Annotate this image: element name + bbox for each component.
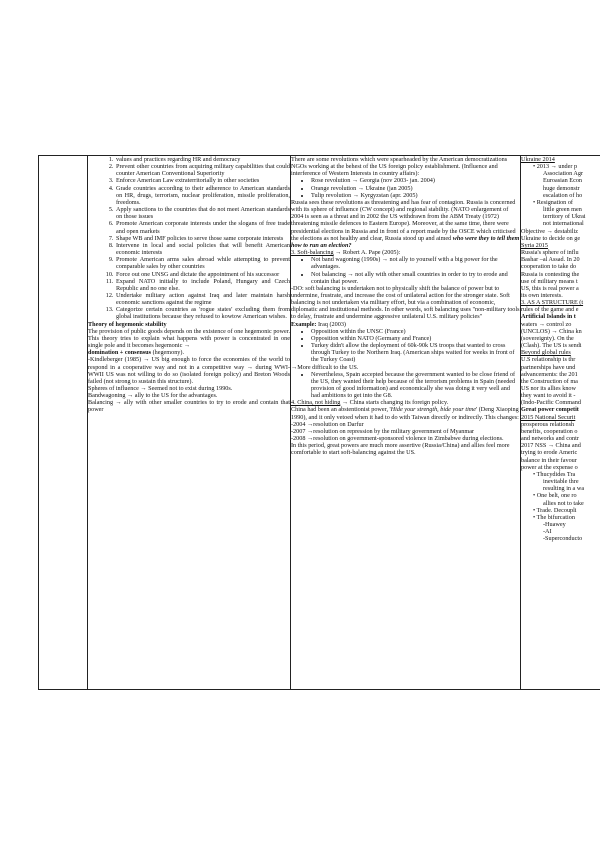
china-italic: Hide your strength, bide your time <box>390 406 477 414</box>
paragraph-intro: There are some revolutions which were spearheaded by the American democratizations NGOs working at the behest of the US foreign policy establishment. (Influence and interference of Western Interests in country affairs): <box>291 156 508 178</box>
text-line: rules of the game and e <box>521 306 579 314</box>
hegemonic-text: The provision of public goods depends on the existence of one hegemonic power. This theory tries to explain what happens with power is concentrated in one single pole and it becomes hegemonic → <box>88 327 290 350</box>
text-line: partnerships have und <box>521 363 576 371</box>
list-item: 7. Shape WB and IMF policies to serve those same corporate interests <box>115 235 290 242</box>
china-text-b: ' (Deng Xiaoping 1990), and it only vetoed when it had to do with Taiwan directly or indirectly. This changes: <box>291 406 519 421</box>
list-item: • Opposition within NATO (Germany and France) <box>311 335 520 342</box>
china-rest: → China starts changing its foreign policy. <box>340 399 449 407</box>
text-line: 2017 NSS → China and <box>521 442 581 450</box>
spain-list <box>291 371 520 400</box>
resolutions-list <box>291 421 520 442</box>
paragraph-example <box>291 321 520 328</box>
paragraph-closing: In this period, great powers are much more assertive (Russia/China) and allies feel more comfortable to start soft-balancing against the US. <box>291 442 510 457</box>
text-line: huge demonstr <box>543 184 580 192</box>
china-heading: 4. China, not hiding <box>291 399 341 407</box>
soft-balancing-list <box>291 256 520 285</box>
list-item: 9. Promote American arms sales abroad while attempting to prevent comparable sales by other countries <box>115 256 290 270</box>
paragraph-do: -DO: soft balancing is undertaken not to physically shift the balance of power but to undermine, frustrate, and increase the cost of unilateral action for the stronger state. Soft balancing is not undertaken via military effort, but via a combination of economic, diplomatic and institutional methods. In other words, soft balancing uses "non-military tools to delay, frustrate and undermine aggressive unilateral U.S. military policies" <box>291 284 520 321</box>
text-line: Ukraine to decide on ge <box>521 234 581 242</box>
text-line: inevitable thre <box>543 478 579 486</box>
text-line: (UNCLOS) → China kn <box>521 327 582 335</box>
text-line: -AI <box>543 528 552 536</box>
text-line: -Huawey <box>543 520 566 528</box>
example-value: Iraq (2003) <box>316 320 346 328</box>
text-line: Ukraine 2014 <box>521 156 555 163</box>
list-item: • Not band wagoning (1990s) → not ally to yourself with a big power for the advantages. <box>311 256 520 270</box>
paragraph-russia <box>291 199 520 249</box>
text-line: • Resignation of <box>533 198 573 206</box>
list-item: • Not balancing → not ally with other small countries in order to try to erode and contain that power. <box>311 271 520 285</box>
notes-table <box>38 155 600 690</box>
text-line: (sovereignty). On the <box>521 334 574 342</box>
text-line: (Indo-Pacific Command <box>521 399 581 407</box>
cell-ukraine-china <box>521 156 600 690</box>
list-item: • Orange revolution → Ukraine (jan 2005) <box>311 185 520 192</box>
text-line: and networks and contr <box>521 435 579 443</box>
paragraph-kindleberger: -Kindleberger (1985) → US big enough to force the economies of the world to respond in a cooperative way and not in a competitive way → during WWI-WWII US was not willing to do so (isolated foreign policy) and Breton Woods failed (not strong to sustain this structure). <box>88 356 290 385</box>
text-line: US, this is real power a <box>521 284 579 292</box>
list-item: • Opposition within the UNSC (France) <box>311 328 520 335</box>
table-row <box>39 156 600 690</box>
example-label: Example: <box>291 320 317 328</box>
text-line: Association Agr <box>543 170 584 178</box>
text-line: • Thucydides Tra <box>533 470 576 478</box>
text-line: they want to avoid it - <box>521 392 576 400</box>
text-line: use of military means t <box>521 277 578 285</box>
text-line: US nor its allies know <box>521 385 576 392</box>
list-item: -2007 →resolution on repression by the military government of Myanmar <box>291 427 475 435</box>
empty-left-cell <box>39 156 88 690</box>
text-line: • Trade. Decoupli <box>533 506 577 514</box>
list-item: 11. Expand NATO initially to include Poland, Hungary and Czech Republic and no one else. <box>115 278 290 292</box>
list-item: 2. Prevent other countries from acquiring military capabilities that could counter American Conventional Superiority <box>115 163 290 177</box>
text-line: Syria 2015 <box>521 241 548 249</box>
list-item: 4. Grade countries according to their adherence to American standards on HR, drugs, terrorism, nuclear proliferation, missile proliferation, freedoms. <box>115 185 290 206</box>
text-line: Beyond global rules <box>521 349 571 357</box>
cell-hegemony <box>88 156 291 690</box>
soft-author: → Robert A. Pape (2005): <box>333 249 401 257</box>
american-policies-list <box>88 156 290 321</box>
text-line: • The bifurcation <box>533 513 575 521</box>
paragraph-more-difficult: →More difficult to the US. <box>291 363 359 371</box>
text-line: Russia is contesting the <box>521 270 580 278</box>
list-item: -2004 →resolution on Darfur <box>291 420 364 428</box>
text-line: waters → control zo <box>521 320 572 328</box>
text-line: its own interests. <box>521 291 563 299</box>
russia-text: Russia sees these revolutions as threatening and has fear of contagion. Russia is concerned with its sphere of influence (CW concept) and regional stability. (NATO enlargement of 2004 is seen as a threat and in 2002 the US withdrawn from the ABM Treaty (1972) threatening missile defences to Eastern Europe). Moreover, at the same time, there were presidential elections in Russia and in front of a report made by the OSCE which criticised the elections as not healthy and clear, Russia stood up and aimed <box>291 198 516 242</box>
text-line: allies not to take <box>543 499 584 507</box>
text-line: advancements: the 201 <box>521 370 578 378</box>
text-line: territory of Ukrai <box>543 213 586 221</box>
text-line: • One belt, one ro <box>533 492 577 500</box>
example-list <box>291 328 520 364</box>
text-line: the Construction of ma <box>521 377 578 385</box>
heading-soft-balancing <box>291 249 520 256</box>
text-line: trying to erode Americ <box>521 449 578 457</box>
paragraph-spheres: Spheres of influence → Seemed not to exist during 1990s. <box>88 385 233 392</box>
paragraph-china <box>291 406 520 420</box>
text-line: 2015 National Securit <box>521 413 576 421</box>
text-line: little green men <box>543 206 582 214</box>
heading-china <box>291 399 520 406</box>
text-line: • 2013 → under p <box>533 163 578 171</box>
text-line: U.S relationship is thr <box>521 356 576 364</box>
text-line: Euroasian Econ <box>543 177 583 185</box>
text-line: Great power competit <box>521 406 579 414</box>
text-line: power at the expense o <box>521 463 578 471</box>
text-line: Bashar –al Assad. In 20 <box>521 256 580 264</box>
list-item: • Nevertheless, Spain accepted because the government wanted to be close friend of the US, they wanted their help because of the terrorism problems in Spain (needed provision of good information) and economically she was doing it very well and had ambitions to get into the G8. <box>311 371 520 400</box>
list-item: -2008 →resolution on government-sponsored violence in Zimbabwe during elections. <box>291 435 504 443</box>
text-line: Russia's sphere of influ <box>521 249 579 257</box>
list-item: 6. Promote American corporate interests under the slogans of free trade and open markets <box>115 220 290 234</box>
list-item: • Tulip revolution → Kyrgyzstan (apr. 2005) <box>311 192 520 199</box>
text-line: (Clash). The US is sendi <box>521 342 582 350</box>
list-item: 10. Force out one UNSG and dictate the appointment of his successor <box>115 271 290 278</box>
list-item: 12. Undertake military action against Iraq and later maintain harsh economic sanctions against the regime <box>115 292 290 306</box>
text-line: Artificial Islands in t <box>521 313 576 321</box>
text-line: 3. AS A STRUCTURE (t <box>521 299 584 307</box>
text-line: not international <box>543 220 584 228</box>
paragraph-balancing: Balancing → ally with other smaller countries to try to erode and contain that power <box>88 399 290 414</box>
cell-revolutions <box>291 156 521 690</box>
revolutions-list <box>291 177 520 198</box>
soft-heading: 3. Soft-balancing <box>291 249 334 257</box>
text-line: benefits, cooperation o <box>521 427 578 435</box>
text-line: Objective → destabiliz <box>521 227 579 235</box>
paragraph-bandwagoning: Bandwagoning → ally to the US for the advantages. <box>88 392 218 400</box>
list-item: • Rose revolution → Georgia (nov 2003- jan. 2004) <box>311 177 520 184</box>
text-line: cooperation to take do <box>521 263 577 271</box>
china-text-a: China had been an abstentionist power, ' <box>291 406 391 414</box>
domination-consensus: domination + consensus <box>88 349 152 357</box>
list-item: 3. Enforce American Law extraterritorially in other societies <box>115 177 290 184</box>
list-item: 8. Intervene in local and social policies that will benefit American economic interests <box>115 242 290 256</box>
list-item: 1. values and practices regarding HR and democracy <box>115 156 290 163</box>
text-line: resulting in a wa <box>543 485 585 493</box>
text-line: prosperous relationsh <box>521 420 575 428</box>
russia-italic: who were they to tell them how to run an election? <box>291 234 520 249</box>
list-item: 5. Apply sanctions to the countries that do not meet American standards on those issues <box>115 206 290 220</box>
text-line: -Superconducto <box>543 535 583 543</box>
heading-hegemonic-stability: Theory of hegemonic stability <box>88 320 167 328</box>
text-line: escalation of ho <box>543 191 583 199</box>
domination-rest: (hegemony). <box>151 349 185 357</box>
list-item: • Turkey didn't allow the deployment of 60k-90k US troops that wanted to cross through Turkey to the Northern Iraq. (American ships waited for weeks in front of the Turkey Coast) <box>311 342 520 363</box>
list-item: 13. Categorize certain countries as 'rogue states' excluding them from global institutions because they refused to kowtow American wishes. <box>115 306 290 320</box>
paragraph-hegemonic <box>88 328 290 357</box>
text-line: balance in their favour <box>521 456 577 464</box>
